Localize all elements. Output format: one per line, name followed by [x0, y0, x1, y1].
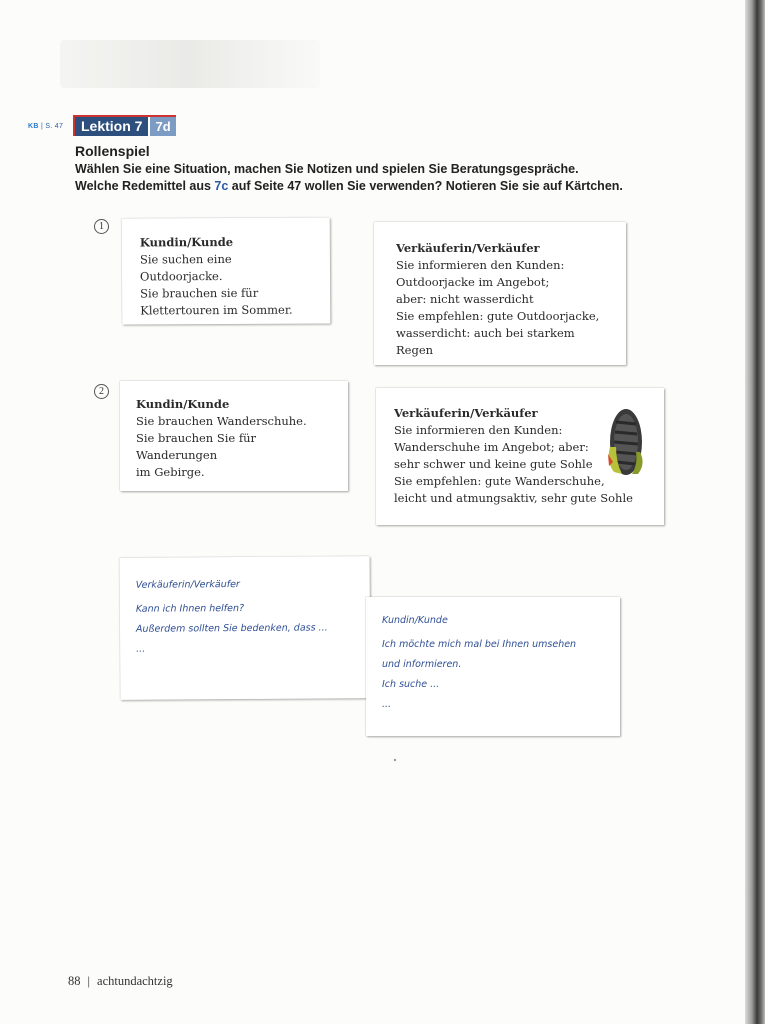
- lektion-label: Lektion 7: [73, 117, 148, 136]
- situation-number-2: 2: [94, 384, 109, 399]
- notes-customer-card: Kundin/Kunde Ich möchte mich mal bei Ihnen umsehen und informieren. Ich suche ... ...: [366, 597, 620, 736]
- lektion-badge: [73, 115, 176, 136]
- card-heading: Verkäuferin/Verkäufer: [396, 241, 540, 255]
- page-number-word: achtundachtzig: [97, 974, 173, 988]
- page-number: 88: [68, 974, 81, 988]
- lektion-section: 7d: [150, 117, 175, 136]
- note-heading: Verkäuferin/Verkäufer: [135, 579, 240, 591]
- situation-number-1: 1: [94, 219, 109, 234]
- exercise-instructions: Wählen Sie eine Situation, machen Sie Notizen und spielen Sie Beratungsgespräche. Welche Redemittel aus 7c auf Seite 47 wollen Sie verwenden? Notieren Sie sie auf Kärtchen.: [75, 162, 623, 193]
- book-spine: [745, 0, 765, 1024]
- scan-speck: [394, 759, 396, 761]
- kursbuch-reference: KB | S. 47: [28, 123, 64, 130]
- page-footer: 88 | achtundachtzig: [68, 974, 173, 988]
- note-heading: Kundin/Kunde: [382, 615, 448, 626]
- card-heading: Kundin/Kunde: [136, 397, 230, 411]
- hiking-shoe-illustration: [604, 402, 650, 477]
- card-heading: Verkäuferin/Verkäufer: [394, 406, 538, 420]
- scan-shadow: [60, 40, 320, 88]
- notes-seller-card: Verkäuferin/Verkäufer Kann ich Ihnen helfen? Außerdem sollten Sie bedenken, dass ... ...: [120, 556, 371, 700]
- situation-2-customer-card: Kundin/Kunde Sie brauchen Wanderschuhe. Sie brauchen Sie für Wanderungen im Gebirge.: [120, 381, 348, 491]
- exercise-title: Rollenspiel: [75, 143, 150, 159]
- situation-2-seller-card: Verkäuferin/Verkäufer Sie informieren den Kunden: Wanderschuhe im Angebot; aber: sehr schwer und keine gute Sohle Sie empfehlen: gute Wanderschuhe, leicht und atmungsaktiv, sehr gute Sohle: [376, 388, 664, 525]
- situation-1-seller-card: Verkäuferin/Verkäufer Sie informieren den Kunden: Outdoorjacke im Angebot; aber: nicht wasserdicht Sie empfehlen: gute Outdoorjacke, wasserdicht: auch bei starkem Regen: [374, 222, 626, 365]
- situation-1-customer-card: Kundin/Kunde Sie suchen eine Outdoorjacke. Sie brauchen sie für Klettertouren im Sommer.: [122, 217, 331, 324]
- card-heading: Kundin/Kunde: [139, 234, 234, 250]
